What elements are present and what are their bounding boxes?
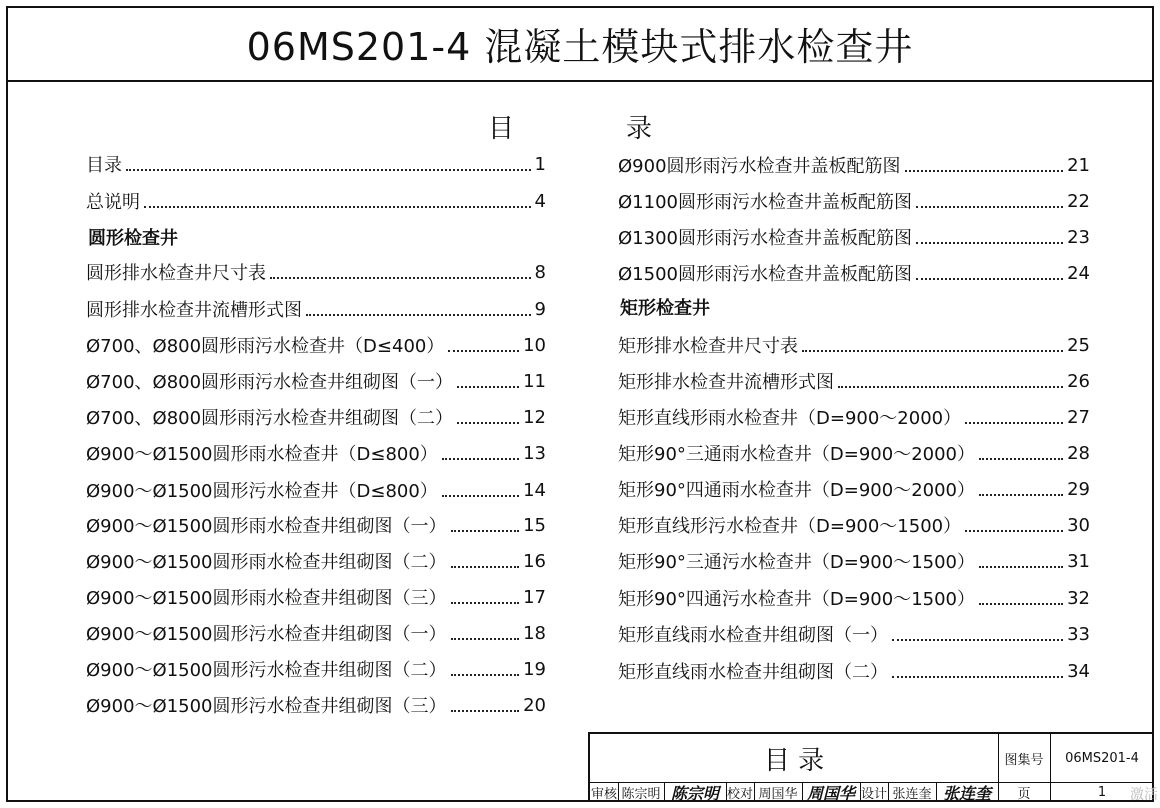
toc-entry-page: 13 [523,442,546,464]
toc-entry[interactable] [618,260,1090,286]
toc-entry[interactable] [618,368,1090,394]
toc-leader-dots [892,664,1063,678]
page-label: 页 [1017,786,1031,802]
toc-entry[interactable] [618,512,1090,538]
toc-entry[interactable] [618,548,1090,574]
title-block-atlas-no: 06MS201-4 [1065,750,1139,766]
toc-entry-page: 19 [523,658,546,680]
toc-leader-dots [457,410,519,424]
toc-entry-title: 矩形直线形雨水检查井（D=900～2000） [618,408,962,429]
toc-leader-dots [126,157,531,171]
toc-entry[interactable] [86,332,546,358]
document-title: 06MS201-4 混凝土模块式排水检查井 [6,6,1154,82]
watermark: 激活 [1130,787,1158,803]
toc-entry[interactable] [86,656,546,682]
toc-entry-title: 矩形直线雨水检查井组砌图（一） [618,625,888,646]
toc-leader-dots [916,230,1063,244]
toc-leader-dots [451,554,520,568]
toc-entry-page: 34 [1067,660,1090,682]
toc-leader-dots [451,662,520,676]
toc-entry-page: 14 [523,479,546,501]
toc-entry-page: 21 [1067,154,1090,176]
toc-entry-page: 8 [534,261,546,283]
toc-entry-title: 圆形排水检查井尺寸表 [86,263,266,284]
toc-leader-dots [838,374,1063,388]
toc-entry-page: 24 [1067,262,1090,284]
toc-entry-title: 矩形直线雨水检查井组砌图（二） [618,662,888,683]
title-block [588,732,1154,802]
checker-signature: 周国华 [806,783,855,803]
toc-entry[interactable] [618,658,1090,684]
toc-entry-title: Ø900～Ø1500圆形雨水检查井组砌图（二） [86,552,447,573]
toc-entry[interactable] [86,692,546,718]
toc-entry-page: 10 [523,334,546,356]
toc-leader-dots [451,626,520,640]
toc-entry-page: 17 [523,586,546,608]
toc-entry-page: 11 [523,370,546,392]
title-block-atlas-no-label: 图集号 [1004,752,1044,768]
toc-leader-dots [965,518,1063,532]
toc-entry[interactable] [86,151,546,177]
toc-entry-title: Ø900～Ø1500圆形污水检查井（D≤800） [86,481,438,502]
toc-entry[interactable] [618,224,1090,250]
toc-leader-dots [802,338,1063,352]
toc-leader-dots [916,266,1063,280]
reviewer-label: 审核 [590,786,617,802]
toc-leader-dots [979,446,1063,460]
toc-leader-dots [892,627,1063,641]
checker-name: 周国华 [758,786,798,802]
toc-leader-dots [965,410,1063,424]
toc-entry-title: 矩形90°四通雨水检查井（D=900～2000） [618,480,976,501]
toc-leader-dots [979,554,1063,568]
toc-leader-dots [270,265,531,279]
toc-entry-title: Ø1100圆形雨污水检查井盖板配筋图 [618,192,912,213]
toc-entry-page: 31 [1067,550,1090,572]
toc-entry-page: 26 [1067,370,1090,392]
toc-entry[interactable] [86,368,546,394]
designer-signature: 张连奎 [942,783,991,803]
toc-entry[interactable] [86,512,546,538]
toc-entry-title: 矩形排水检查井尺寸表 [618,336,798,357]
toc-leader-dots [979,482,1063,496]
toc-leader-dots [457,374,519,388]
toc-entry[interactable] [618,440,1090,466]
toc-entry-page: 15 [523,514,546,536]
toc-entry[interactable] [618,585,1090,611]
toc-entry-page: 4 [534,190,546,212]
toc-entry[interactable] [86,584,546,610]
toc-entry-page: 25 [1067,334,1090,356]
toc-entry-title: Ø700、Ø800圆形雨污水检查井（D≤400） [86,336,445,357]
designer-name: 张连奎 [892,786,932,802]
toc-entry-title: 矩形90°三通雨水检查井（D=900～2000） [618,444,976,465]
toc-entry-page: 22 [1067,190,1090,212]
toc-entry[interactable] [618,188,1090,214]
toc-leader-dots [442,446,519,460]
toc-entry-page: 12 [523,406,546,428]
reviewer-name: 陈宗明 [621,786,661,802]
toc-entry[interactable] [86,188,546,214]
toc-entry-title: Ø700、Ø800圆形雨污水检查井组砌图（一） [86,372,454,393]
toc-entry-title: Ø1500圆形雨污水检查井盖板配筋图 [618,264,912,285]
toc-leader-dots [442,483,519,497]
toc-entry-page: 1 [534,153,546,175]
toc-entry[interactable] [86,404,546,430]
toc-entry-page: 30 [1067,514,1090,536]
toc-entry-page: 33 [1067,623,1090,645]
toc-entry[interactable] [618,404,1090,430]
toc-leader-dots [144,194,531,208]
toc-entry-page: 23 [1067,226,1090,248]
toc-entry[interactable] [618,332,1090,358]
toc-leader-dots [448,338,519,352]
toc-entry-title: 矩形90°四通污水检查井（D=900～1500） [618,589,976,610]
toc-entry-title: Ø900～Ø1500圆形雨水检查井组砌图（一） [86,516,447,537]
toc-entry-title: Ø900～Ø1500圆形雨水检查井（D≤800） [86,444,438,465]
toc-entry[interactable] [618,621,1090,647]
toc-entry-title: Ø900～Ø1500圆形污水检查井组砌图（二） [86,660,447,681]
checker-label: 校对 [726,786,753,802]
toc-entry-title: 目录 [86,155,122,176]
designer-label: 设计 [860,786,887,802]
toc-entry-page: 29 [1067,478,1090,500]
toc-entry-title: 矩形直线形污水检查井（D=900～1500） [618,516,962,537]
toc-entry-page: 32 [1067,587,1090,609]
toc-entry[interactable] [86,296,546,322]
page-number: 1 [1097,784,1107,800]
toc-entry-page: 9 [534,298,546,320]
toc-entry[interactable] [86,548,546,574]
toc-entry-title: Ø900～Ø1500圆形污水检查井组砌图（一） [86,624,447,645]
toc-entry-title: Ø700、Ø800圆形雨污水检查井组砌图（二） [86,408,454,429]
toc-leader-dots [979,591,1063,605]
toc-entry-page: 16 [523,550,546,572]
toc-entry[interactable] [618,152,1090,178]
toc-leader-dots [306,302,531,316]
toc-section-heading: 圆形检查井 [88,228,178,249]
toc-section-heading: 矩形检查井 [620,298,710,319]
toc-entry-title: Ø900～Ø1500圆形雨水检查井组砌图（三） [86,588,447,609]
toc-leader-dots [451,698,520,712]
toc-entry[interactable] [86,259,546,285]
toc-entry-page: 27 [1067,406,1090,428]
toc-leader-dots [451,518,520,532]
title-block-drawing-title: 目 录 [763,745,825,776]
toc-entry-page: 20 [523,694,546,716]
toc-entry-title: Ø900～Ø1500圆形污水检查井组砌图（三） [86,696,447,717]
toc-entry-title: 总说明 [86,192,140,213]
toc-entry-title: 圆形排水检查井流槽形式图 [86,300,302,321]
toc-entry-page: 18 [523,622,546,644]
toc-heading-char-1: 目 [488,114,515,144]
toc-leader-dots [451,590,520,604]
toc-leader-dots [905,158,1064,172]
toc-entry-title: Ø900圆形雨污水检查井盖板配筋图 [618,156,901,177]
toc-entry[interactable] [86,477,546,503]
toc-heading-char-2: 录 [626,114,653,144]
toc-entry-page: 28 [1067,442,1090,464]
toc-entry-title: 矩形90°三通污水检查井（D=900～1500） [618,552,976,573]
toc-entry-title: Ø1300圆形雨污水检查井盖板配筋图 [618,228,912,249]
toc-entry[interactable] [86,440,546,466]
toc-entry[interactable] [618,476,1090,502]
toc-entry-title: 矩形排水检查井流槽形式图 [618,372,834,393]
reviewer-signature: 陈宗明 [670,783,719,803]
toc-leader-dots [916,194,1063,208]
toc-entry[interactable] [86,620,546,646]
